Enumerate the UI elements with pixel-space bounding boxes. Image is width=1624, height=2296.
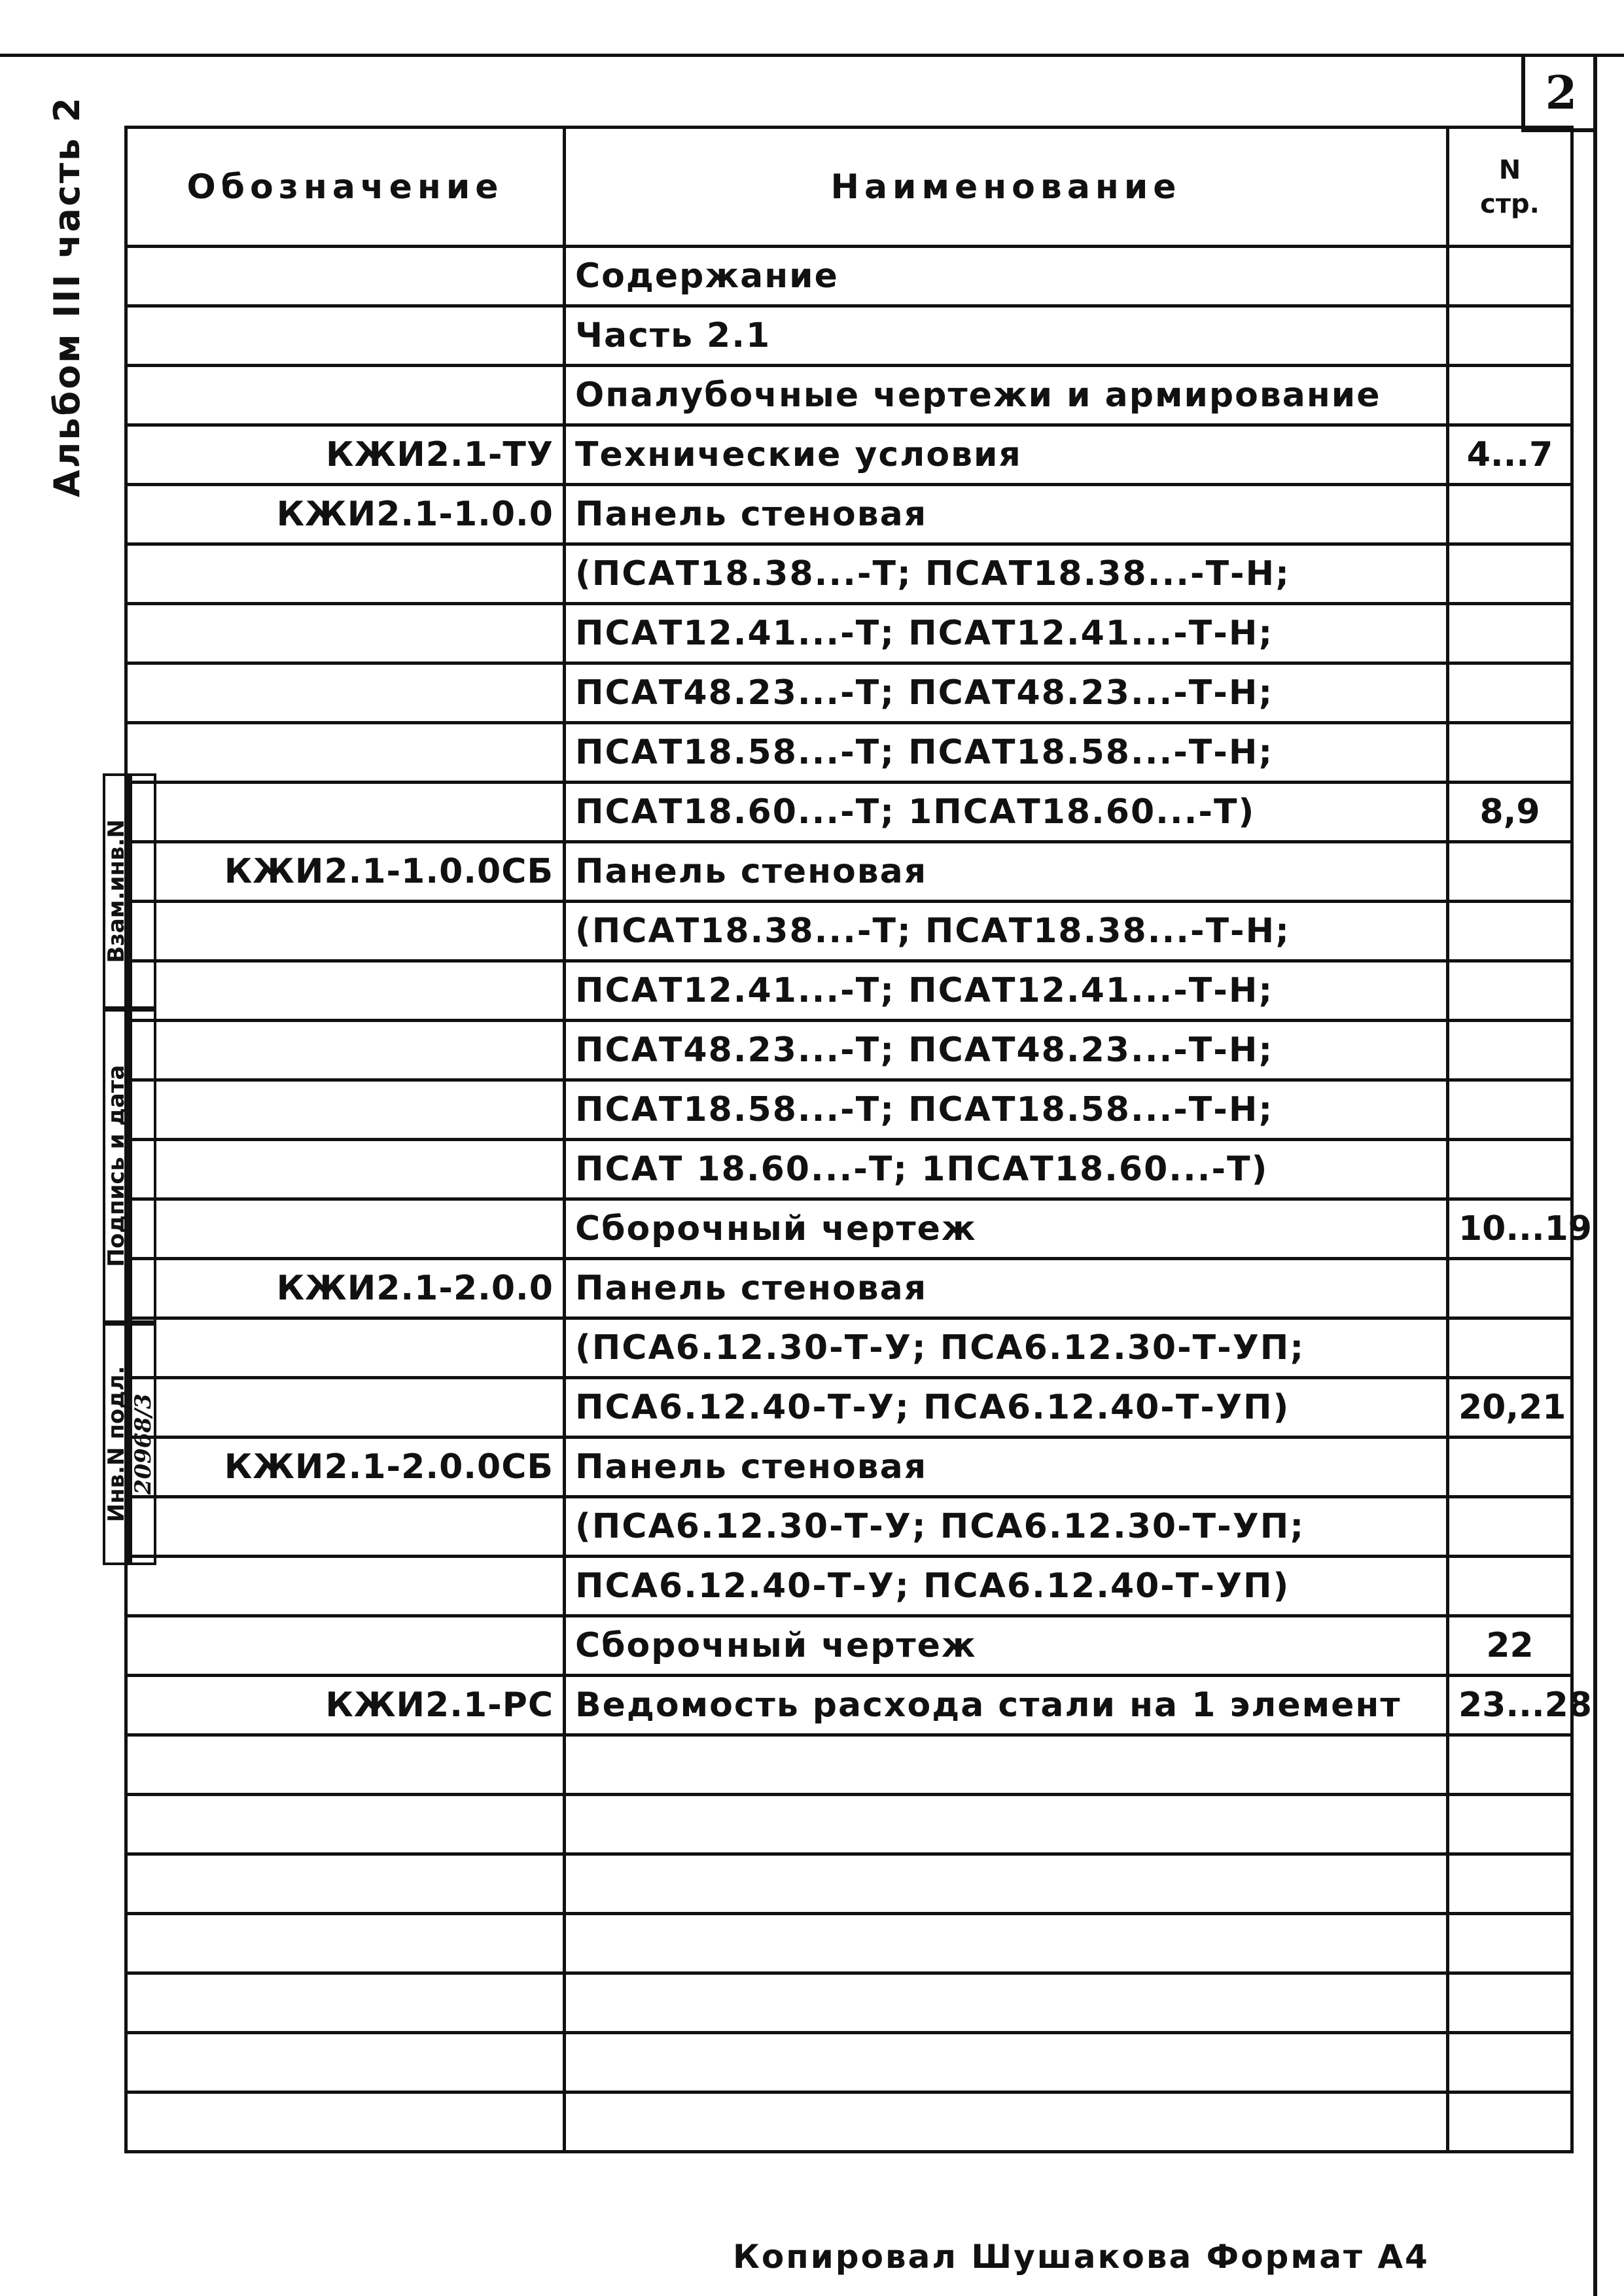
row-code: КЖИ2.1-1.0.0СБ <box>126 842 565 902</box>
row-code <box>126 1735 565 1795</box>
table-row <box>126 1973 1572 2033</box>
row-page <box>1448 544 1572 604</box>
row-page <box>1448 723 1572 783</box>
table-row <box>126 2033 1572 2093</box>
row-page <box>1448 1795 1572 1854</box>
row-page <box>1448 1259 1572 1318</box>
table-row <box>126 1616 1572 1676</box>
row-name: Сборочный чертеж <box>565 1199 1448 1259</box>
row-code <box>126 1378 565 1438</box>
row-name: ПСА6.12.40-Т-У; ПСА6.12.40-Т-УП) <box>565 1378 1448 1438</box>
row-name: Ведомость расхода стали на 1 элемент <box>565 1676 1448 1735</box>
table-row <box>126 1140 1572 1199</box>
row-name: ПСАТ 18.60...-Т; 1ПСАТ18.60...-Т) <box>565 1140 1448 1199</box>
row-page: 23...28 <box>1448 1676 1572 1735</box>
row-page <box>1448 1318 1572 1378</box>
row-page: 10...19 <box>1448 1199 1572 1259</box>
table-header-row <box>126 128 1572 247</box>
row-page: 20,21 <box>1448 1378 1572 1438</box>
stamp-inv-value: 20968/3 <box>130 1323 156 1565</box>
header-name: Наименование <box>565 128 1448 247</box>
row-code <box>126 366 565 425</box>
table-row <box>126 485 1572 544</box>
row-name: Опалубочные чертежи и армирование <box>565 366 1448 425</box>
row-name: (ПСА6.12.30-Т-У; ПСА6.12.30-Т-УП; <box>565 1318 1448 1378</box>
row-name: (ПСАТ18.38...-Т; ПСАТ18.38...-Т-Н; <box>565 544 1448 604</box>
row-page <box>1448 663 1572 723</box>
row-name: ПСАТ48.23...-Т; ПСАТ48.23...-Т-Н; <box>565 1021 1448 1080</box>
row-name <box>565 2033 1448 2093</box>
row-code <box>126 783 565 842</box>
table-row <box>126 1795 1572 1854</box>
row-name <box>565 1735 1448 1795</box>
row-name <box>565 1854 1448 1914</box>
row-name: Панель стеновая <box>565 1438 1448 1497</box>
row-page <box>1448 485 1572 544</box>
row-code <box>126 1021 565 1080</box>
row-code: КЖИ2.1-1.0.0 <box>126 485 565 544</box>
table-row <box>126 1497 1572 1557</box>
table-row <box>126 902 1572 961</box>
table-row <box>126 306 1572 366</box>
table-row <box>126 1021 1572 1080</box>
row-page <box>1448 842 1572 902</box>
table-row <box>126 1735 1572 1795</box>
row-name: (ПСАТ18.38...-Т; ПСАТ18.38...-Т-Н; <box>565 902 1448 961</box>
row-code: КЖИ2.1-2.0.0 <box>126 1259 565 1318</box>
row-code <box>126 1973 565 2033</box>
table-row <box>126 1854 1572 1914</box>
table-row <box>126 247 1572 306</box>
row-code <box>126 2093 565 2152</box>
table-row <box>126 842 1572 902</box>
row-code <box>126 1854 565 1914</box>
stamp-sign-value <box>130 1009 156 1323</box>
table-row <box>126 544 1572 604</box>
row-code: КЖИ2.1-2.0.0СБ <box>126 1438 565 1497</box>
row-code <box>126 1199 565 1259</box>
header-page <box>1448 128 1572 247</box>
table-row <box>126 1378 1572 1438</box>
row-code: КЖИ2.1-РС <box>126 1676 565 1735</box>
row-page <box>1448 306 1572 366</box>
row-name: ПСАТ18.58...-Т; ПСАТ18.58...-Т-Н; <box>565 1080 1448 1140</box>
row-name: Содержание <box>565 247 1448 306</box>
row-code <box>126 961 565 1021</box>
row-name: Панель стеновая <box>565 842 1448 902</box>
table-row <box>126 366 1572 425</box>
table-row <box>126 1318 1572 1378</box>
row-page <box>1448 1914 1572 1973</box>
row-page <box>1448 1021 1572 1080</box>
row-name: Часть 2.1 <box>565 306 1448 366</box>
row-page: 4...7 <box>1448 425 1572 485</box>
row-name <box>565 1795 1448 1854</box>
header-designation: Обозначение <box>126 128 565 247</box>
row-code <box>126 1616 565 1676</box>
table-row <box>126 1080 1572 1140</box>
row-page <box>1448 1438 1572 1497</box>
row-code <box>126 1497 565 1557</box>
table-row <box>126 1914 1572 1973</box>
table-row <box>126 1438 1572 1497</box>
stamp-sign-label: Подпись и дата <box>103 1009 130 1323</box>
row-page <box>1448 2033 1572 2093</box>
footer-caption: Копировал Шушакова Формат А4 <box>733 2238 1430 2276</box>
table-row <box>126 723 1572 783</box>
row-page <box>1448 1140 1572 1199</box>
row-code <box>126 1140 565 1199</box>
top-border-line <box>0 54 1624 57</box>
row-page <box>1448 1557 1572 1616</box>
row-name: ПСАТ18.60...-Т; 1ПСАТ18.60...-Т) <box>565 783 1448 842</box>
row-code <box>126 663 565 723</box>
row-page <box>1448 247 1572 306</box>
table-row <box>126 1199 1572 1259</box>
row-name <box>565 2093 1448 2152</box>
row-name: ПСАТ18.58...-Т; ПСАТ18.58...-Т-Н; <box>565 723 1448 783</box>
table-row <box>126 663 1572 723</box>
table-row <box>126 1557 1572 1616</box>
row-name: Панель стеновая <box>565 485 1448 544</box>
row-name <box>565 1973 1448 2033</box>
row-page <box>1448 1973 1572 2033</box>
row-code: КЖИ2.1-ТУ <box>126 425 565 485</box>
table-row <box>126 2093 1572 2152</box>
right-border-line <box>1593 54 1597 2296</box>
row-name: ПСА6.12.40-Т-У; ПСА6.12.40-Т-УП) <box>565 1557 1448 1616</box>
row-code <box>126 1795 565 1854</box>
row-page <box>1448 366 1572 425</box>
page-number: 2 <box>1521 56 1597 132</box>
stamp-vzam-label: Взам.инв.N <box>103 773 130 1009</box>
row-code <box>126 1914 565 1973</box>
row-page <box>1448 1854 1572 1914</box>
row-code <box>126 604 565 663</box>
stamp-inv-label: Инв.N подл. <box>103 1323 130 1565</box>
contents-table <box>124 126 1592 2153</box>
row-page <box>1448 1080 1572 1140</box>
row-name: ПСАТ48.23...-Т; ПСАТ48.23...-Т-Н; <box>565 663 1448 723</box>
stamp-vzam-value <box>130 773 156 1009</box>
row-name: Технические условия <box>565 425 1448 485</box>
row-name: Сборочный чертеж <box>565 1616 1448 1676</box>
table-row <box>126 783 1572 842</box>
row-name <box>565 1914 1448 1973</box>
row-page <box>1448 1497 1572 1557</box>
row-name: (ПСА6.12.30-Т-У; ПСА6.12.30-Т-УП; <box>565 1497 1448 1557</box>
row-code <box>126 1557 565 1616</box>
table-row <box>126 425 1572 485</box>
row-page <box>1448 2093 1572 2152</box>
table-row <box>126 1676 1572 1735</box>
table-row <box>126 604 1572 663</box>
table-row <box>126 961 1572 1021</box>
row-name: ПСАТ12.41...-Т; ПСАТ12.41...-Т-Н; <box>565 604 1448 663</box>
row-name: Панель стеновая <box>565 1259 1448 1318</box>
row-code <box>126 1318 565 1378</box>
row-page <box>1448 902 1572 961</box>
approval-stamp <box>103 256 156 1565</box>
row-page: 22 <box>1448 1616 1572 1676</box>
header-page-abbrev: стр. <box>1480 188 1540 219</box>
header-page-number-sign: N <box>1498 154 1521 185</box>
row-code <box>126 247 565 306</box>
row-code <box>126 2033 565 2093</box>
row-page <box>1448 961 1572 1021</box>
table-row <box>126 1259 1572 1318</box>
row-code <box>126 306 565 366</box>
album-side-title: Альбом III часть 2 <box>46 96 88 497</box>
row-name: ПСАТ12.41...-Т; ПСАТ12.41...-Т-Н; <box>565 961 1448 1021</box>
row-code <box>126 1080 565 1140</box>
row-code <box>126 723 565 783</box>
row-page <box>1448 604 1572 663</box>
row-code <box>126 902 565 961</box>
row-page <box>1448 1735 1572 1795</box>
row-page: 8,9 <box>1448 783 1572 842</box>
row-code <box>126 544 565 604</box>
